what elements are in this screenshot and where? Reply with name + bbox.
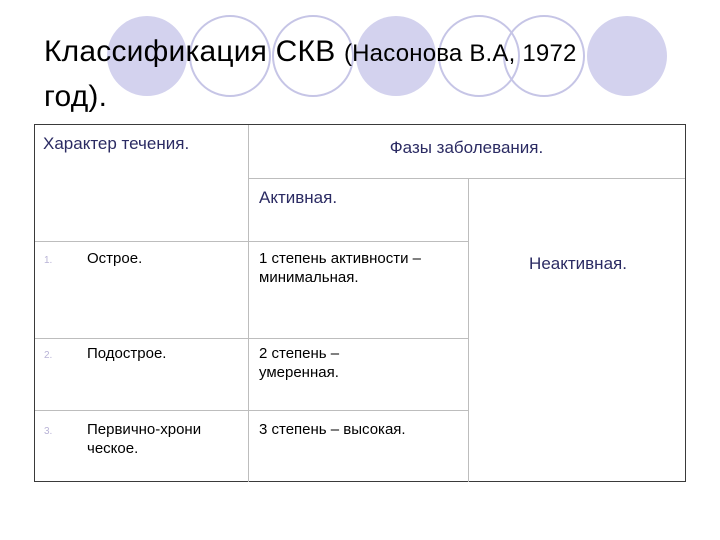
header-inactive: Неактивная.	[529, 254, 627, 273]
header-course: Характер течения.	[43, 134, 190, 153]
row-number: 1.	[44, 255, 53, 266]
col-divider-2	[468, 178, 469, 482]
title-line2: год).	[44, 80, 108, 113]
course-cell: Подострое.	[87, 345, 167, 362]
row-divider-phases	[248, 178, 685, 179]
course-cell: Первично-хрони ческое.	[87, 421, 202, 457]
row-divider-header	[35, 241, 468, 242]
header-phases: Фазы заболевания.	[389, 138, 544, 157]
page-title	[44, 30, 694, 118]
activity-cell: 3 степень – высокая.	[259, 421, 406, 438]
course-cell: Острое.	[87, 250, 143, 267]
row-number: 2.	[44, 350, 53, 361]
title-main: Классификация СКВ	[44, 35, 344, 68]
header-active: Активная.	[259, 188, 338, 207]
row-divider-2	[35, 410, 468, 411]
activity-cell: 2 степень – умеренная.	[259, 345, 340, 381]
title-sub: (Насонова В.А, 1972	[343, 40, 577, 67]
row-divider-1	[35, 338, 468, 339]
activity-cell: 1 степень активности – минимальная.	[259, 250, 421, 286]
row-number: 3.	[44, 426, 53, 437]
classification-table	[34, 124, 686, 482]
